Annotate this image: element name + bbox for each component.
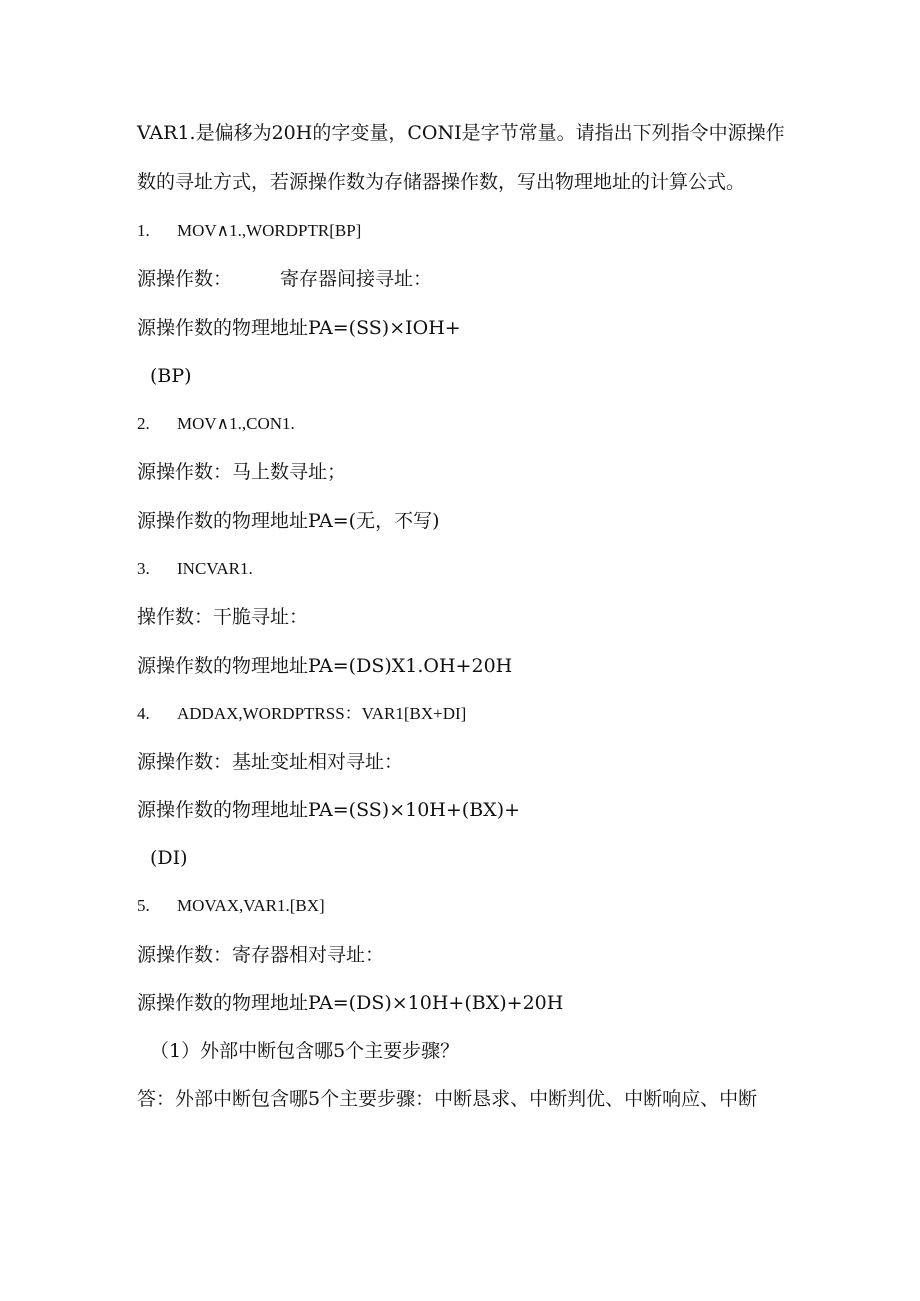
- item-4-number: 4.: [137, 704, 150, 723]
- item-2-number: 2.: [137, 414, 150, 433]
- item-3-instruction: INCVAR1.: [177, 559, 253, 578]
- item-2-instruction: MOV∧1.,CON1.: [177, 414, 295, 433]
- item-5-instruction-line: [137, 891, 797, 921]
- item-3-pa-line: 源操作数的物理地址PA=(DS)X1.OH+20H: [137, 655, 513, 677]
- item-1-source-line: [137, 264, 797, 294]
- item-1-number: 1.: [137, 221, 150, 240]
- item-2-source-line: 源操作数：马上数寻址；: [137, 461, 347, 483]
- item-5-number: 5.: [137, 896, 150, 915]
- item-5-instruction: MOVAX,VAR1.[BX]: [177, 896, 325, 915]
- item-1-pa-continuation: (BP): [150, 365, 192, 387]
- item-1-source-label: 源操作数：: [137, 268, 233, 290]
- item-3-source-line: 操作数：干脆寻址：: [137, 606, 309, 628]
- answer-line: 答：外部中断包含哪5个主要步骤：中断恳求、中断判优、中断响应、中断: [137, 1088, 758, 1110]
- item-4-pa-line: 源操作数的物理地址PA=(SS)×10H+(BX)+: [137, 799, 521, 821]
- item-5-source-line: 源操作数：寄存器相对寻址：: [137, 944, 385, 966]
- item-2-instruction-line: [137, 409, 797, 439]
- item-1-instruction-line: [137, 216, 797, 246]
- item-5-pa-line: 源操作数的物理地址PA=(DS)×10H+(BX)+20H: [137, 992, 564, 1014]
- item-4-pa-continuation: (DI): [150, 847, 188, 869]
- item-2-pa-line: 源操作数的物理地址PA=(无，不写): [137, 510, 440, 532]
- item-4-source-line: 源操作数：基址变址相对寻址：: [137, 751, 404, 773]
- question-line: （1）外部中断包含哪5个主要步骤？: [150, 1040, 460, 1062]
- item-3-number: 3.: [137, 559, 150, 578]
- item-1-pa-line: 源操作数的物理地址PA=(SS)×IOH+: [137, 317, 461, 339]
- intro-line-1: VAR1.是偏移为20H的字变量，CONI是字节常量。请指出下列指令中源操作: [137, 122, 785, 144]
- item-3-instruction-line: [137, 554, 797, 584]
- item-4-instruction: ADDAX,WORDPTRSS：VAR1[BX+DI]: [177, 704, 467, 723]
- intro-line-2: 数的寻址方式，若源操作数为存储器操作数，写出物理地址的计算公式。: [137, 171, 746, 193]
- item-1-instruction: MOV∧1.,WORDPTR[BP]: [177, 221, 362, 240]
- item-1-source-value: 寄存器间接寻址：: [280, 268, 433, 290]
- item-4-instruction-line: [137, 699, 797, 729]
